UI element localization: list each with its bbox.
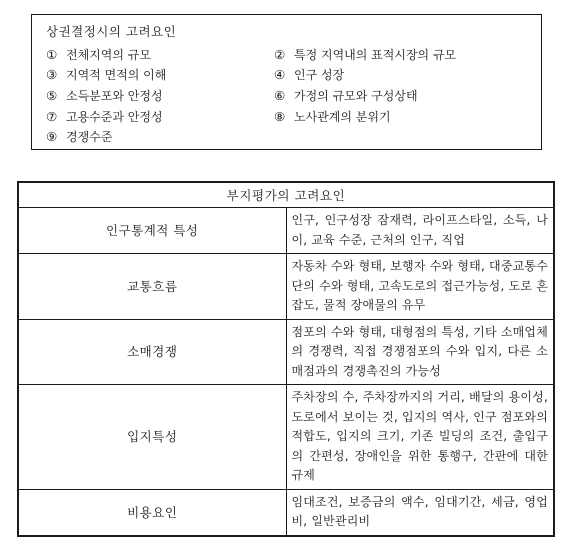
factor-item bbox=[46, 65, 274, 86]
factor-text: 인구 성장 bbox=[294, 68, 345, 83]
table-row bbox=[18, 489, 554, 536]
factor-number: ① bbox=[46, 46, 58, 62]
factor-number: ② bbox=[274, 46, 286, 62]
factor-number: ⑦ bbox=[46, 108, 58, 124]
table-row bbox=[18, 319, 554, 385]
factor-text: 소득분포와 안정성 bbox=[66, 88, 163, 103]
table-row bbox=[18, 208, 554, 254]
site-evaluation-title: 부지평가의 고려요인 bbox=[18, 182, 554, 208]
factor-item bbox=[46, 106, 274, 127]
row-description: 주차장의 수, 주차장까지의 거리, 배달의 용이성, 도로에서 보이는 것, 입지의 역사, 인구 점포와의 적합도, 입지의 크기, 기존 빌딩의 조건, 출입구의 간편성, 장애인을 위한 통행구, 간판에 대한 규제 bbox=[286, 385, 554, 490]
factor-number: ⑧ bbox=[274, 108, 286, 124]
row-category: 인구통계적 특성 bbox=[18, 208, 286, 254]
factor-number: ⑥ bbox=[274, 87, 286, 103]
table-row bbox=[18, 385, 554, 490]
factor-text: 고용수준과 안정성 bbox=[66, 109, 163, 124]
factor-text: 노사관계의 분위기 bbox=[294, 109, 391, 124]
factor-item bbox=[46, 126, 274, 147]
trade-area-factors-title: 상권결정시의 고려요인 bbox=[46, 24, 177, 39]
factor-item bbox=[274, 44, 530, 65]
factor-text: 가정의 규모와 구성상태 bbox=[294, 88, 418, 103]
factor-text: 경쟁수준 bbox=[66, 130, 113, 145]
factor-text: 특정 지역내의 표적시장의 규모 bbox=[294, 47, 457, 62]
site-evaluation-table bbox=[17, 181, 555, 537]
row-description: 점포의 수와 형태, 대형점의 특성, 기타 소매업체의 경쟁력, 직접 경쟁점포의 수와 입지, 다른 소매점과의 경쟁촉진의 가능성 bbox=[286, 319, 554, 385]
row-description: 임대조건, 보증금의 액수, 임대기간, 세금, 영업비, 일반관리비 bbox=[286, 489, 554, 536]
factor-text: 지역적 면적의 이해 bbox=[66, 68, 167, 83]
row-category: 교통흐름 bbox=[18, 254, 286, 320]
factor-item bbox=[274, 85, 530, 106]
factor-item bbox=[274, 65, 530, 86]
row-description: 인구, 인구성장 잠재력, 라이프스타일, 소득, 나이, 교육 수준, 근처의 인구, 직업 bbox=[286, 208, 554, 254]
factor-number: ③ bbox=[46, 67, 58, 83]
factor-text: 전체지역의 규모 bbox=[66, 47, 151, 62]
factor-item bbox=[46, 85, 274, 106]
table-header-row bbox=[18, 182, 554, 208]
factor-number: ⑤ bbox=[46, 87, 58, 103]
trade-area-factors-box bbox=[31, 14, 542, 150]
row-category: 입지특성 bbox=[18, 385, 286, 490]
row-description: 자동차 수와 형태, 보행자 수와 형태, 대중교통수단의 수와 형태, 고속도로의 접근가능성, 도로 혼잡도, 물적 장애물의 유무 bbox=[286, 254, 554, 320]
factor-item bbox=[274, 106, 530, 127]
factor-number: ⑨ bbox=[46, 129, 58, 145]
trade-area-factors-list bbox=[46, 44, 530, 147]
row-category: 소매경쟁 bbox=[18, 319, 286, 385]
row-category: 비용요인 bbox=[18, 489, 286, 536]
factor-number: ④ bbox=[274, 67, 286, 83]
factor-item bbox=[46, 44, 274, 65]
table-row bbox=[18, 254, 554, 320]
